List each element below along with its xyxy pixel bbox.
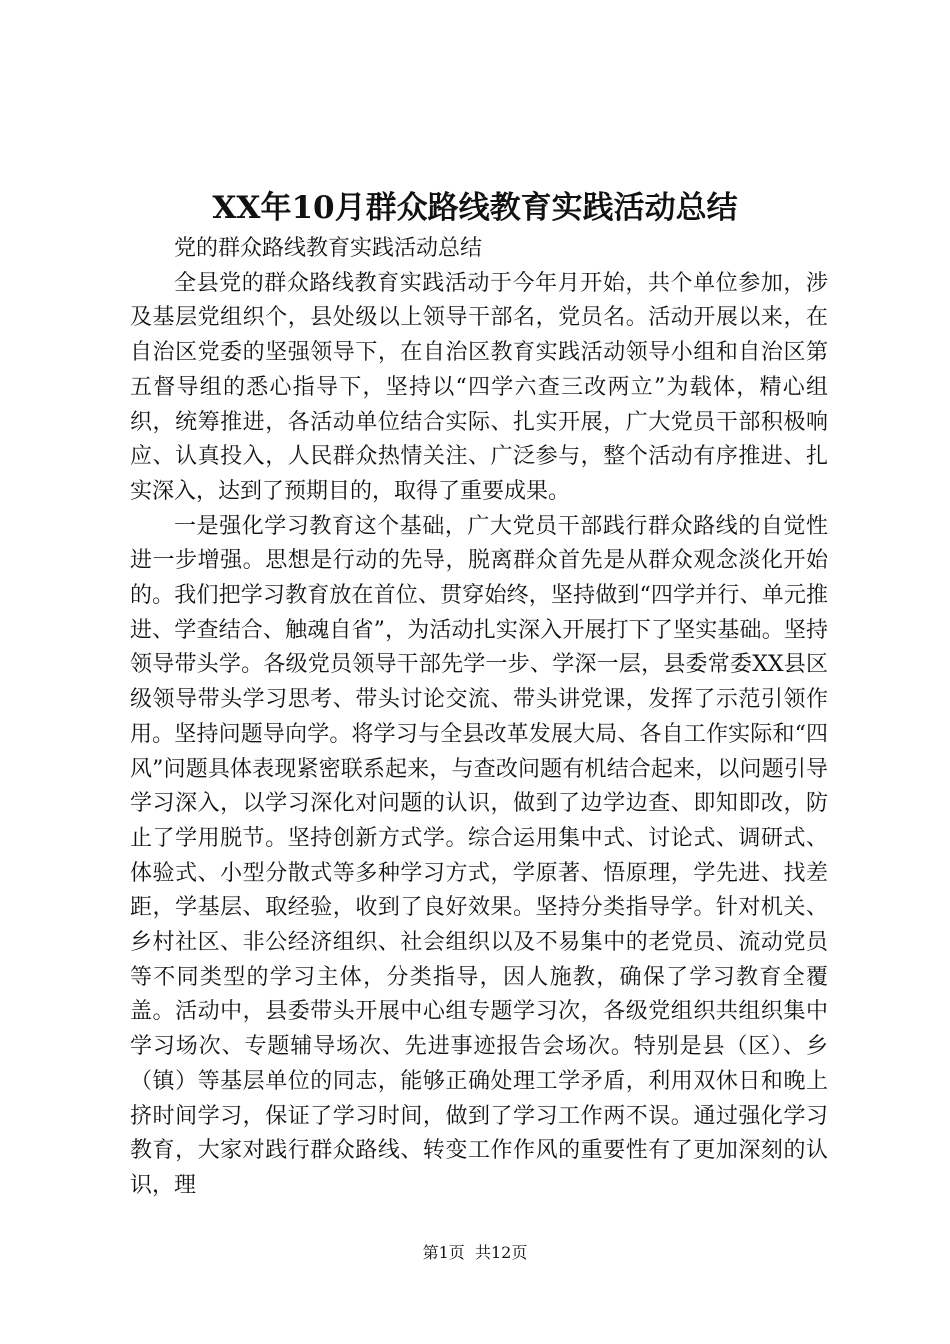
document-body — [130, 232, 828, 1204]
subtitle-paragraph: 党的群众路线教育实践活动总结 — [174, 236, 483, 261]
document-title: XX年10月群众路线教育实践活动总结 — [212, 190, 738, 226]
footer-spacer — [465, 1243, 475, 1262]
body-paragraph: 一是强化学习教育这个基础，广大党员干部践行群众路线的自觉性进一步增强。思想是行动的先导，脱离群众首先是从群众观念淡化开始的。我们把学习教育放在首位、贯穿始终，坚持做到“四学并行、单元推进、学查结合、触魂自省”，为活动扎实深入开展打下了坚实基础。坚持领导带头学。各级党员领导干部先学一步、学深一层，县委常委XX县区级领导带头学习思考、带头讨论交流、带头讲党课，发挥了示范引领作用。坚持问题导向学。将学习与全县改革发展大局、各自工作实际和“四风”问题具体表现紧密联系起来，与查改问题有机结合起来，以问题引导学习深入，以学习深化对问题的认识，做到了边学边查、即知即改，防止了学用脱节。坚持创新方式学。综合运用集中式、讨论式、调研式、体验式、小型分散式等多种学习方式，学原著、悟原理，学先进、找差距，学基层、取经验，收到了良好效果。坚持分类指导学。针对机关、乡村社区、非公经济组织、社会组织以及不易集中的老党员、流动党员等不同类型的学习主体，分类指导，因人施教，确保了学习教育全覆盖。活动中，县委带头开展中心组专题学习次，各级党组织共组织集中学习场次、专题辅导场次、先进事迹报告会场次。特别是县（区）、乡（镇）等基层单位的同志，能够正确处理工学矛盾，利用双休日和晚上挤时间学习，保证了学习时间，做到了学习工作两不误。通过强化学习教育，大家对践行群众路线、转变工作作风的重要性有了更加深刻的认识，理 — [130, 513, 828, 1198]
page-total: 共12页 — [474, 1243, 528, 1262]
body-paragraph: 全县党的群众路线教育实践活动于今年月开始，共个单位参加，涉及基层党组织个，县处级以上领导干部名，党员名。活动开展以来，在自治区党委的坚强领导下，在自治区教育实践活动领导小组和自治区第五督导组的悉心指导下，坚持以“四学六查三改两立”为载体，精心组织，统筹推进，各活动单位结合实际、扎实开展，广大党员干部积极响应、认真投入，人民群众热情关注、广泛参与，整个活动有序推进、扎实深入，达到了预期目的，取得了重要成果。 — [130, 270, 828, 504]
page-number: 第1页 — [422, 1243, 465, 1262]
page-footer — [0, 1241, 950, 1265]
